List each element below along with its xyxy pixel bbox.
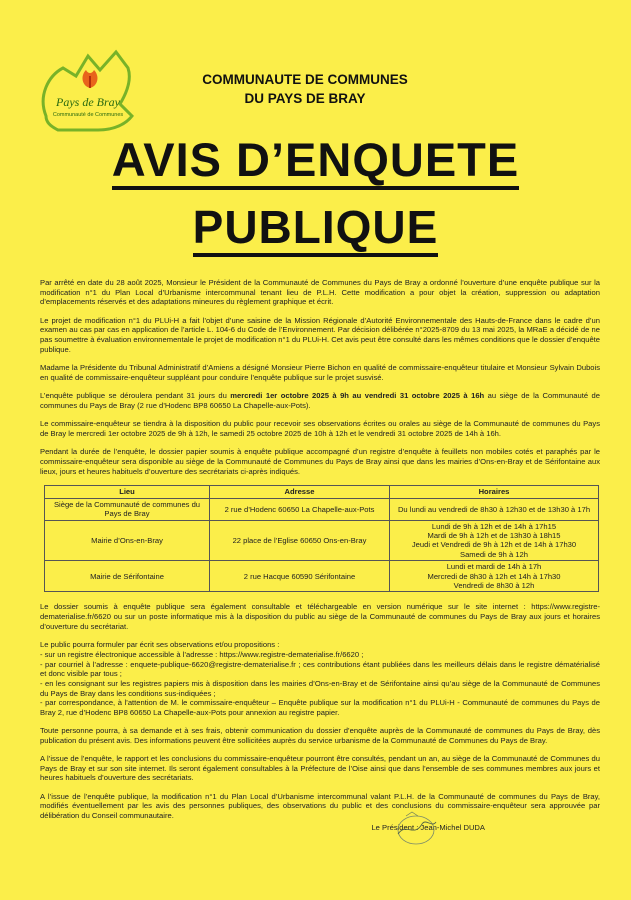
paragraph-commissaire: Madame la Présidente du Tribunal Administratif d’Amiens a désigné Monsieur Pierre Bichon en qualité de commissaire-enquêteur titulaire et Monsieur Sylvain Dubois en qualité de commissaire-enquêteur suppléant pour conduire l’enquête publique sur le projet susvisé. [40, 363, 600, 382]
row-adresse: 2 rue Hacque 60590 Sérifontaine [210, 561, 390, 592]
logo-subtitle: Communauté de Communes [52, 112, 124, 118]
table-row [45, 561, 599, 592]
table-row [45, 498, 599, 520]
organization-name [170, 70, 440, 108]
list-item: - en les consignant sur les registres papiers mis à disposition dans les mairies d’Ons-en-Bray et de Sérifontaine ainsi qu’au siège de la Communauté de Communes du Pays de Bray dans les conditions sus-indiquées ; [40, 678, 600, 698]
list-item: - par correspondance, à l’attention de M. le commissaire-enquêteur – Enquête publique sur la modification n°1 du PLUi-H - Communauté de communes du Pays de Bray 2, rue d’Hodenc BP8 60650 La Chapelle-aux-Pots pour annexion au registre papier. [40, 698, 600, 718]
paragraph-communication: Toute personne pourra, à sa demande et à ses frais, obtenir communication du dossier d’enquête auprès de la Communauté de communes du Pays de Bray, dès publication du présent avis. Des informations peuvent être sollicitées auprès du service urbanisme de la Communauté de Communes du Pays de Bray. [40, 725, 600, 745]
enquete-dates: mercredi 1er octobre 2025 à 9h au vendredi 31 octobre 2025 à 16h [230, 391, 485, 401]
locations-table [44, 485, 599, 593]
observations-list [40, 640, 600, 718]
title-line-2: PUBLIQUE [0, 200, 631, 254]
paragraph-dates: L’enquête publique se déroulera pendant 31 jours du mercredi 1er octobre 2025 à 9h au vendredi 31 octobre 2025 à 16h au siège de la Communauté de communes du Pays de Bray (2 rue d’Hodenc BP8 60650 La Chapelle-aux-Pots). [40, 391, 600, 410]
header-horaires: Horaires [390, 485, 599, 498]
title-line-1: AVIS D’ENQUETE [0, 132, 631, 187]
paragraph-dossier: Pendant la durée de l’enquête, le dossier papier soumis à enquête publique accompagné d’un registre d’enquête à feuillets non mobiles cotés et paraphés par le commissaire-enquêteur sera disponible au siège de la Communauté de Communes du Pays de Bray ainsi que dans les mairies d’Ons-en-Bray et de Sérifontaine aux lieux, jours et heures habituels d’ouverture des secrétariats ci-après indiqués. [40, 447, 600, 476]
list-intro: Le public pourra formuler par écrit ses observations et/ou propositions : [40, 640, 280, 650]
row-horaires: Du lundi au vendredi de 8h30 à 12h30 et de 13h30 à 17h [390, 498, 599, 520]
signature-label: Le Président : Jean-Michel DUDA [371, 822, 485, 832]
org-line-2: DU PAYS DE BRAY [244, 91, 366, 106]
table-header-row [45, 485, 599, 498]
row-lieu: Mairie d’Ons-en-Bray [45, 520, 210, 561]
paragraph-arrete: Par arrêté en date du 28 août 2025, Monsieur le Président de la Communauté de Communes du Pays de Bray a ordonné l’ouverture d’une enquête publique sur la modification n°1 du Plan Local d’Urbanisme intercommunal tenant lieu de P.L.H. Cette modification a pour objet la création, suppression ou adaptation d’emplacements réservés et des adaptations mineures du règlement graphique et écrit. [40, 278, 600, 307]
pays-de-bray-logo [28, 46, 148, 132]
table-row [45, 520, 599, 561]
list-item: - sur un registre électronique accessible à l’adresse : https://www.registre-dematerialise.fr/6620 ; [40, 649, 364, 659]
notice-body [40, 278, 600, 832]
paragraph-permanences: Le commissaire-enquêteur se tiendra à la disposition du public pour recevoir ses observations écrites ou orales au siège de la Communauté de communes du Pays de Bray le mercredi 1er octobre 2025 de 9h à 12h, le samedi 25 octobre 2025 de 10h à 12h et le vendredi 31 octobre 2025 de 14h à 16h. [40, 419, 600, 438]
list-item: - par courriel à l’adresse : enquete-publique-6620@registre-dematerialise.fr ; ces contributions étant publiées dans les meilleurs délais dans le registre dématérialisé et donc visible par tous ; [40, 659, 600, 679]
row-adresse: 2 rue d’Hodenc 60650 La Chapelle-aux-Pots [210, 498, 390, 520]
paragraph-mrae: Le projet de modification n°1 du PLUi-H a fait l’objet d’une saisine de la Mission Régionale d’Autorité Environnementale des Hauts-de-France dans le cadre d’un examen au cas par cas en application de l’article L. 104-6 du Code de l’Environnement. Par décision délibérée n°2025-8709 du 13 mai 2025, la MRaE a décidé de ne pas soumettre à évaluation environnementale le projet de modification n°1 du PLUi-H. Cet avis peut être consulté dans les mêmes conditions que le dossier d’enquête publique. [40, 315, 600, 354]
row-lieu: Siège de la Communauté de communes du Pays de Bray [45, 498, 210, 520]
row-horaires: Lundi de 9h à 12h et de 14h à 17h15 Mardi de 9h à 12h et de 13h30 à 18h15 Jeudi et Vendredi de 9h à 12h et de 14h à 17h30 Samedi de 9h à 12h [390, 520, 599, 561]
paragraph-numerique: Le dossier soumis à enquête publique sera également consultable et téléchargeable en version numérique sur le site internet : https://www.registre-dematerialise.fr/6620 ou sur un poste informatique mis à la disposition du public au siège de la Communauté de communes du Pays de Bray aux jours et horaires d’ouverture du secrétariat. [40, 602, 600, 631]
paragraph-approbation: A l’issue de l’enquête publique, la modification n°1 du Plan Local d’Urbanisme intercommunal valant P.L.H. de la Communauté de communes du Pays de Bray, modifiés éventuellement par les avis des personnes publiques, des observations du public et des conclusions du commissaire-enquêteur sera approuvée par délibération du Conseil communautaire. [40, 791, 600, 820]
paragraph-rapport: A l’issue de l’enquête, le rapport et les conclusions du commissaire-enquêteur pourront être consultés, pendant un an, au siège de la Communauté de Communes du Pays de Bray et sur son site internet. Ils seront également consultables à la Préfecture de l’Oise ainsi que dans l’ensemble de ses communes membres aux jours et heures habituels d’ouverture des secrétariats. [40, 753, 600, 783]
header-adresse: Adresse [210, 485, 390, 498]
org-line-1: COMMUNAUTE DE COMMUNES [202, 72, 408, 87]
row-horaires: Lundi et mardi de 14h à 17h Mercredi de 8h30 à 12h et 14h à 17h30 Vendredi de 8h30 à 12h [390, 561, 599, 592]
logo-name: Pays de Bray [56, 95, 120, 109]
signature-scribble [392, 808, 440, 848]
row-lieu: Mairie de Sérifontaine [45, 561, 210, 592]
row-adresse: 22 place de l’Eglise 60650 Ons-en-Bray [210, 520, 390, 561]
header-lieu: Lieu [45, 485, 210, 498]
